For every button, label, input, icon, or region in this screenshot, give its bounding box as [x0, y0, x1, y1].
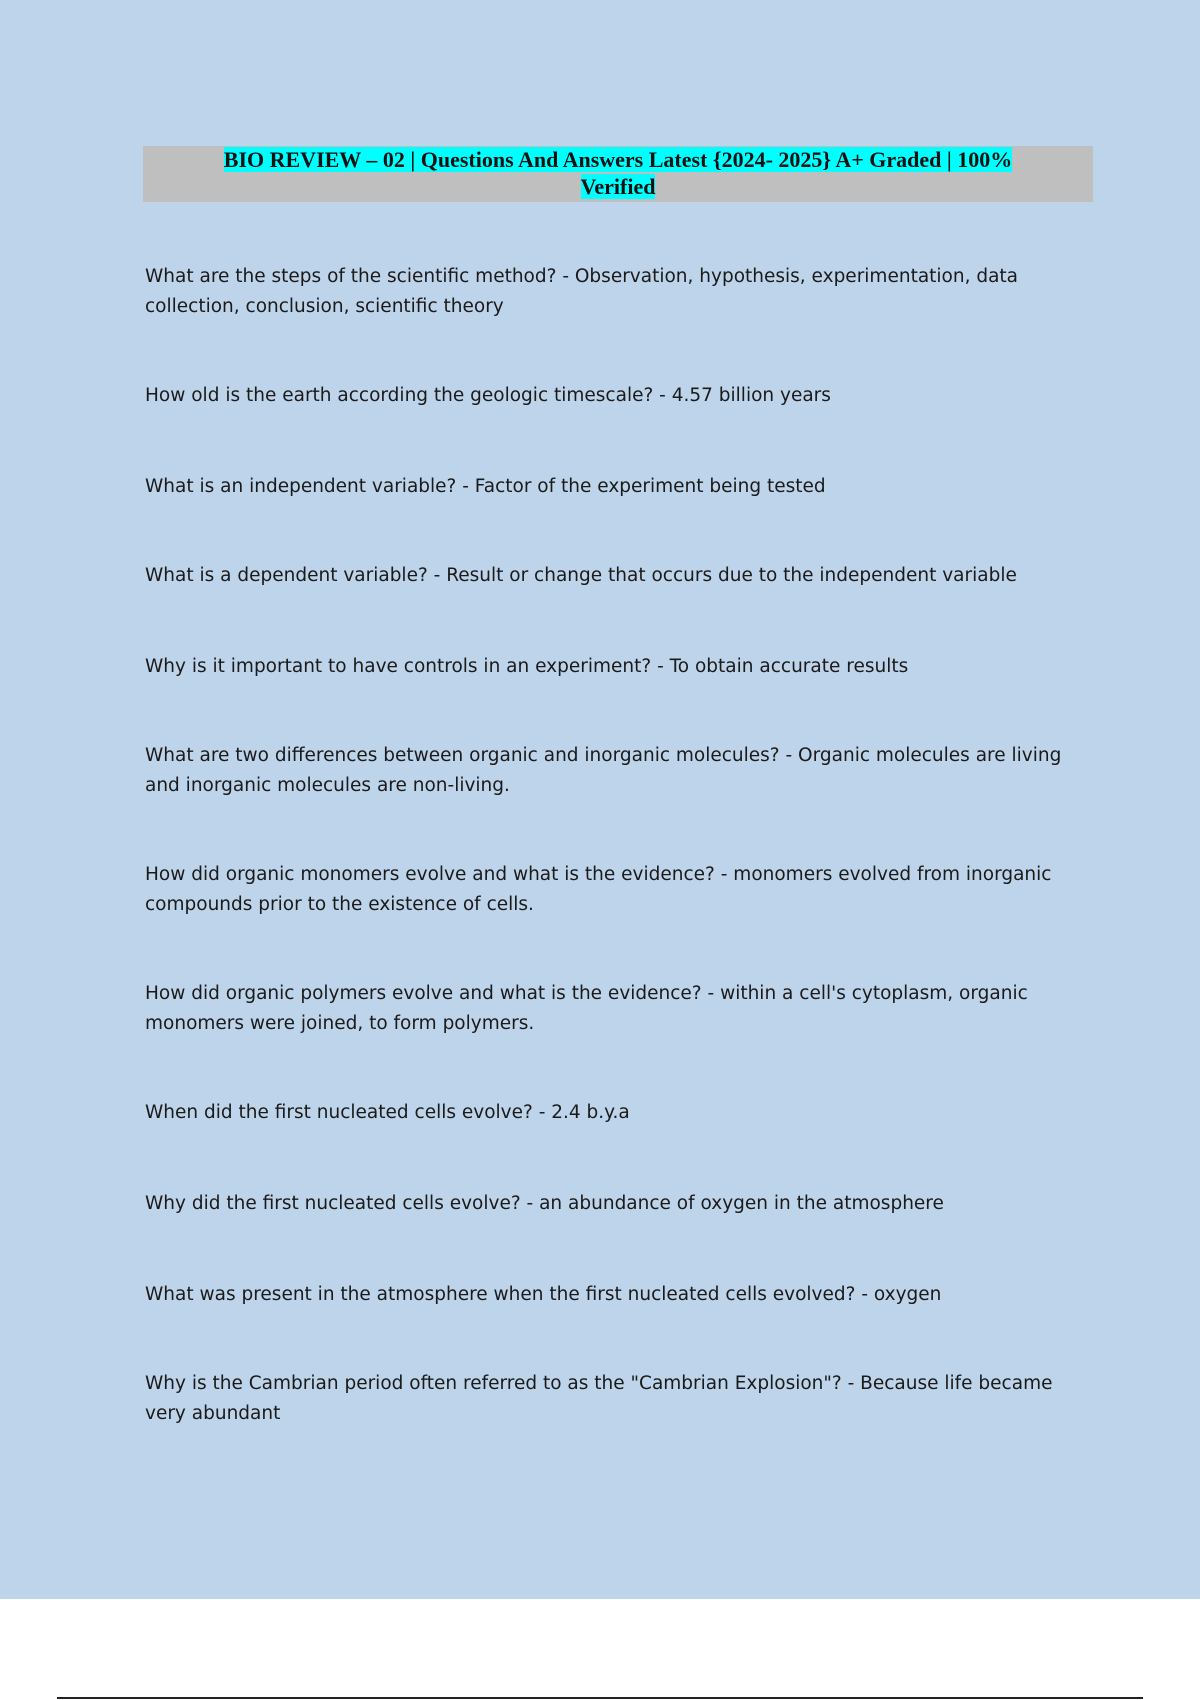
title-line-2: Verified: [580, 174, 656, 199]
footer-rule: [57, 1697, 1143, 1699]
qa-item-9: When did the first nucleated cells evolve? - 2.4 b.y.a: [145, 1102, 630, 1123]
qa-item-12: Why is the Cambrian period often referred to as the "Cambrian Explosion"? - Because life became very abundant: [145, 1373, 1053, 1424]
document-title: [143, 146, 1093, 200]
qa-item-2: How old is the earth according the geologic timescale? - 4.57 billion years: [145, 385, 831, 406]
qa-item-4: What is a dependent variable? - Result or change that occurs due to the independent variable: [145, 565, 1017, 586]
qa-item-6: What are two differences between organic and inorganic molecules? - Organic molecules are living and inorganic molecules are non-living.: [145, 745, 1062, 796]
qa-item-7: How did organic monomers evolve and what is the evidence? - monomers evolved from inorganic compounds prior to the existence of cells.: [145, 864, 1052, 915]
qa-item-8: How did organic polymers evolve and what is the evidence? - within a cell's cytoplasm, organic monomers were joined, to form polymers.: [145, 983, 1028, 1034]
qa-item-11: What was present in the atmosphere when the first nucleated cells evolved? - oxygen: [145, 1284, 942, 1305]
qa-item-3: What is an independent variable? - Factor of the experiment being tested: [145, 476, 826, 497]
qa-item-10: Why did the first nucleated cells evolve? - an abundance of oxygen in the atmosphere: [145, 1193, 944, 1214]
title-line-1: BIO REVIEW – 02 | Questions And Answers Latest {2024- 2025} A+ Graded | 100%: [223, 147, 1013, 172]
qa-item-1: What are the steps of the scientific method? - Observation, hypothesis, experimentation, data collection, conclusion, scientific theory: [145, 266, 1019, 317]
qa-item-5: Why is it important to have controls in an experiment? - To obtain accurate results: [145, 656, 909, 677]
